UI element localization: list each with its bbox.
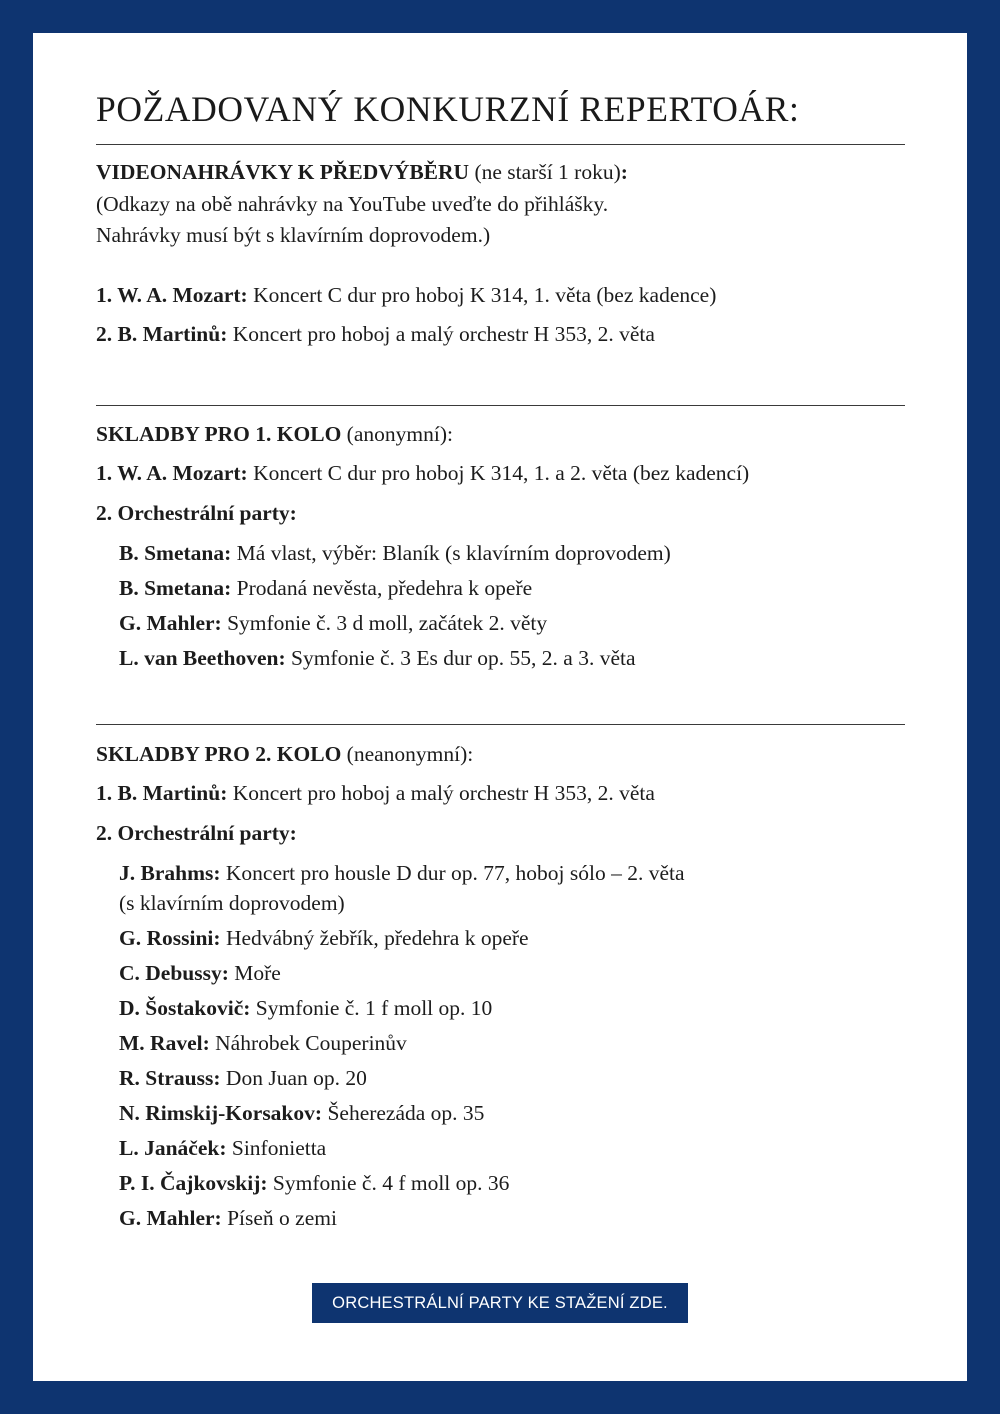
composer: L. Janáček: <box>119 1136 227 1160</box>
work: Koncert C dur pro hoboj K 314, 1. věta (bez kadence) <box>247 283 717 307</box>
work: Koncert C dur pro hoboj K 314, 1. a 2. věta (bez kadencí) <box>247 461 750 485</box>
work: Koncert pro housle D dur op. 77, hoboj sólo – 2. věta <box>220 861 685 885</box>
round2-part <box>119 1134 326 1162</box>
parts-label-text: 2. Orchestrální party: <box>96 821 297 845</box>
video-heading-colon: : <box>620 160 628 184</box>
round2-part <box>119 1169 509 1197</box>
work: Symfonie č. 3 d moll, začátek 2. věty <box>221 611 548 635</box>
composer: G. Mahler: <box>119 1206 222 1230</box>
round1-parts-label <box>96 499 297 527</box>
round2-parts-label <box>96 819 297 847</box>
video-heading-note: (ne starší 1 roku) <box>469 160 621 184</box>
parts-label-text: 2. Orchestrální party: <box>96 501 297 525</box>
round2-part <box>119 1099 484 1127</box>
work: Koncert pro hoboj a malý orchestr H 353, 2. věta <box>227 781 655 805</box>
round2-heading-note: (neanonymní): <box>341 742 474 766</box>
composer: C. Debussy: <box>119 961 229 985</box>
video-item <box>96 320 655 348</box>
round2-part-continuation: (s klavírním doprovodem) <box>119 891 345 915</box>
video-note-line-2: Nahrávky musí být s klavírním doprovodem.) <box>96 223 491 247</box>
round2-part <box>119 959 281 987</box>
composer: 1. W. A. Mozart: <box>96 461 248 485</box>
work: Náhrobek Couperinův <box>209 1031 407 1055</box>
work: Píseň o zemi <box>221 1206 337 1230</box>
round2-item <box>96 779 655 807</box>
composer: G. Mahler: <box>119 611 222 635</box>
video-heading <box>96 158 628 186</box>
work: Koncert pro hoboj a malý orchestr H 353, 2. věta <box>227 322 655 346</box>
composer: G. Rossini: <box>119 926 221 950</box>
composer: 1. W. A. Mozart: <box>96 283 248 307</box>
title-divider <box>96 144 905 145</box>
composer: 1. B. Martinů: <box>96 781 228 805</box>
page-title: POŽADOVANÝ KONKURZNÍ REPERTOÁR: <box>96 89 800 129</box>
round2-part <box>119 1064 367 1092</box>
round1-part <box>119 539 671 567</box>
round2-part <box>119 859 685 887</box>
round2-heading-bold: SKLADBY PRO 2. KOLO <box>96 742 342 766</box>
work: Symfonie č. 1 f moll op. 10 <box>250 996 493 1020</box>
round1-part <box>119 644 636 672</box>
composer: N. Rimskij-Korsakov: <box>119 1101 323 1125</box>
round1-item <box>96 459 749 487</box>
composer: B. Smetana: <box>119 576 232 600</box>
round1-part <box>119 609 547 637</box>
video-item <box>96 281 716 309</box>
composer: P. I. Čajkovskij: <box>119 1171 268 1195</box>
composer: J. Brahms: <box>119 861 221 885</box>
composer: L. van Beethoven: <box>119 646 286 670</box>
round1-heading <box>96 420 453 448</box>
work: Prodaná nevěsta, předehra k opeře <box>231 576 533 600</box>
work: Don Juan op. 20 <box>220 1066 367 1090</box>
round1-part <box>119 574 532 602</box>
work: Má vlast, výběr: Blaník (s klavírním doprovodem) <box>231 541 671 565</box>
round2-heading <box>96 740 473 768</box>
composer: D. Šostakovič: <box>119 996 251 1020</box>
composer: R. Strauss: <box>119 1066 221 1090</box>
round2-part <box>119 924 529 952</box>
work: Moře <box>228 961 281 985</box>
video-note-line-1: (Odkazy na obě nahrávky na YouTube uveďte do přihlášky. <box>96 192 609 216</box>
section-divider <box>96 405 905 406</box>
document-page <box>33 33 967 1381</box>
composer: M. Ravel: <box>119 1031 210 1055</box>
work: Šeherezáda op. 35 <box>322 1101 485 1125</box>
work: Symfonie č. 4 f moll op. 36 <box>267 1171 510 1195</box>
round2-part <box>119 1029 407 1057</box>
round2-part <box>119 994 492 1022</box>
round2-part <box>119 1204 337 1232</box>
work: Symfonie č. 3 Es dur op. 55, 2. a 3. věta <box>285 646 636 670</box>
round1-heading-bold: SKLADBY PRO 1. KOLO <box>96 422 342 446</box>
round1-heading-note: (anonymní): <box>341 422 453 446</box>
work: Sinfonietta <box>226 1136 327 1160</box>
composer: B. Smetana: <box>119 541 232 565</box>
section-divider <box>96 724 905 725</box>
work: Hedvábný žebřík, předehra k opeře <box>220 926 529 950</box>
download-parts-button[interactable]: ORCHESTRÁLNÍ PARTY KE STAŽENÍ ZDE. <box>312 1283 688 1323</box>
video-heading-bold: VIDEONAHRÁVKY K PŘEDVÝBĚRU <box>96 160 470 184</box>
composer: 2. B. Martinů: <box>96 322 228 346</box>
